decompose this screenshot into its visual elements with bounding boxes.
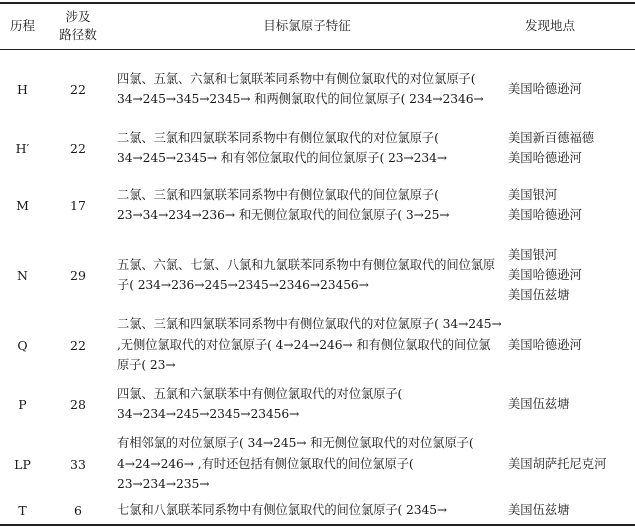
target-feature-text: 七氯和八氯联苯同系物中有侧位氯取代的间位氯原子( 2345→	[117, 502, 448, 517]
header-process-label: 历程	[9, 18, 35, 33]
path-count: 6	[74, 502, 82, 518]
table-row	[0, 184, 635, 226]
header-path-count-line1: 涉及	[65, 9, 91, 24]
target-feature	[117, 127, 502, 169]
location-list	[508, 127, 635, 169]
target-feature-text: 二氯、三氯和四氯联苯同系物中有侧位氯取代的对位氯原子( 34→245→ ,无侧位氯取代的对位氯原子( 4→24→246→ 和有侧位氯取代的间位氯原子( 23→	[117, 317, 502, 373]
path-count: 22	[70, 140, 86, 156]
process-code: N	[17, 267, 28, 283]
location-item: 美国伍兹塘	[508, 397, 570, 411]
location-item: 美国哈德逊河	[508, 82, 582, 96]
location-list	[508, 383, 635, 425]
process-code: LP	[14, 456, 31, 472]
table-row	[0, 499, 635, 521]
location-list	[508, 314, 635, 376]
header-rule	[0, 49, 635, 50]
target-feature	[117, 499, 502, 521]
header-process	[0, 4, 45, 48]
location-item: 美国银河	[508, 188, 558, 202]
location-item: 美国伍兹塘	[508, 288, 570, 302]
header-path-count	[52, 4, 104, 48]
path-count: 22	[70, 81, 86, 97]
location-list	[508, 433, 635, 495]
process-code: P	[18, 396, 27, 412]
process-code: H	[17, 81, 28, 97]
process-code: M	[16, 197, 29, 213]
location-item: 美国哈德逊河	[508, 268, 582, 282]
process-code: Q	[17, 337, 28, 353]
path-count: 22	[70, 337, 86, 353]
location-item: 美国新百德福德	[508, 131, 595, 145]
location-item: 美国伍兹塘	[508, 503, 570, 517]
header-target-feature	[112, 4, 502, 48]
table-row	[0, 383, 635, 425]
bottom-rule	[0, 524, 635, 526]
location-list	[508, 184, 635, 226]
location-item: 美国银河	[508, 248, 558, 262]
location-item: 美国哈德逊河	[508, 208, 582, 222]
target-feature-text: 四氯、五氯和六氯联苯中有侧位氯取代的对位氯原子( 34→234→245→2345→23456→	[117, 386, 403, 421]
path-count: 33	[70, 456, 86, 472]
table-row	[0, 244, 635, 306]
location-item: 美国哈德逊河	[508, 338, 582, 352]
path-count: 17	[70, 197, 86, 213]
header-path-count-line2: 路径数	[59, 27, 97, 42]
target-feature-text: 四氯、五氯、六氯和七氯联苯同系物中有侧位氯取代的对位氯原子( 34→245→345→2345→ 和两侧氯取代的间位氯原子( 234→2346→	[117, 71, 484, 106]
target-feature	[117, 58, 502, 120]
table-row	[0, 314, 635, 376]
location-list	[508, 499, 635, 521]
path-count: 28	[70, 396, 86, 412]
target-feature-text: 有相邻氯的对位氯原子( 34→245→ 和无侧位氯取代的对位氯原子( 4→24→246→ ,有时还包括有侧位氯取代的间位氯原子( 23→234→235→	[117, 436, 474, 492]
table-row	[0, 58, 635, 120]
location-list	[508, 58, 635, 120]
location-list	[508, 244, 635, 306]
target-feature	[117, 433, 502, 495]
process-code: H′	[15, 140, 30, 156]
header-location	[505, 4, 635, 48]
target-feature	[117, 383, 502, 425]
target-feature	[117, 244, 502, 306]
location-item: 美国胡萨托尼克河	[508, 457, 607, 471]
header-target-feature-label: 目标氯原子特征	[263, 18, 351, 33]
table-row	[0, 127, 635, 169]
target-feature	[117, 314, 502, 376]
target-feature-text: 五氯、六氯、七氯、八氯和九氯联苯同系物中有侧位氯取代的间位氯原子( 234→236→245→2345→2346→23456→	[117, 257, 496, 292]
target-feature-text: 二氯、三氯和四氯联苯同系物中有侧位氯取代的对位氯原子( 34→245→2345→ 和有邻位氯取代的间位氯原子( 23→234→	[117, 130, 448, 165]
location-item: 美国哈德逊河	[508, 151, 582, 165]
table-row	[0, 433, 635, 495]
path-count: 29	[70, 267, 86, 283]
target-feature	[117, 184, 502, 226]
header-location-label: 发现地点	[525, 18, 576, 33]
process-code: T	[18, 502, 27, 518]
target-feature-text: 二氯、三氯和四氯联苯同系物中有侧位氯取代的间位氯原子( 23→34→234→236→ 和无侧位氯取代的间位氯原子( 3→25→	[117, 187, 450, 222]
